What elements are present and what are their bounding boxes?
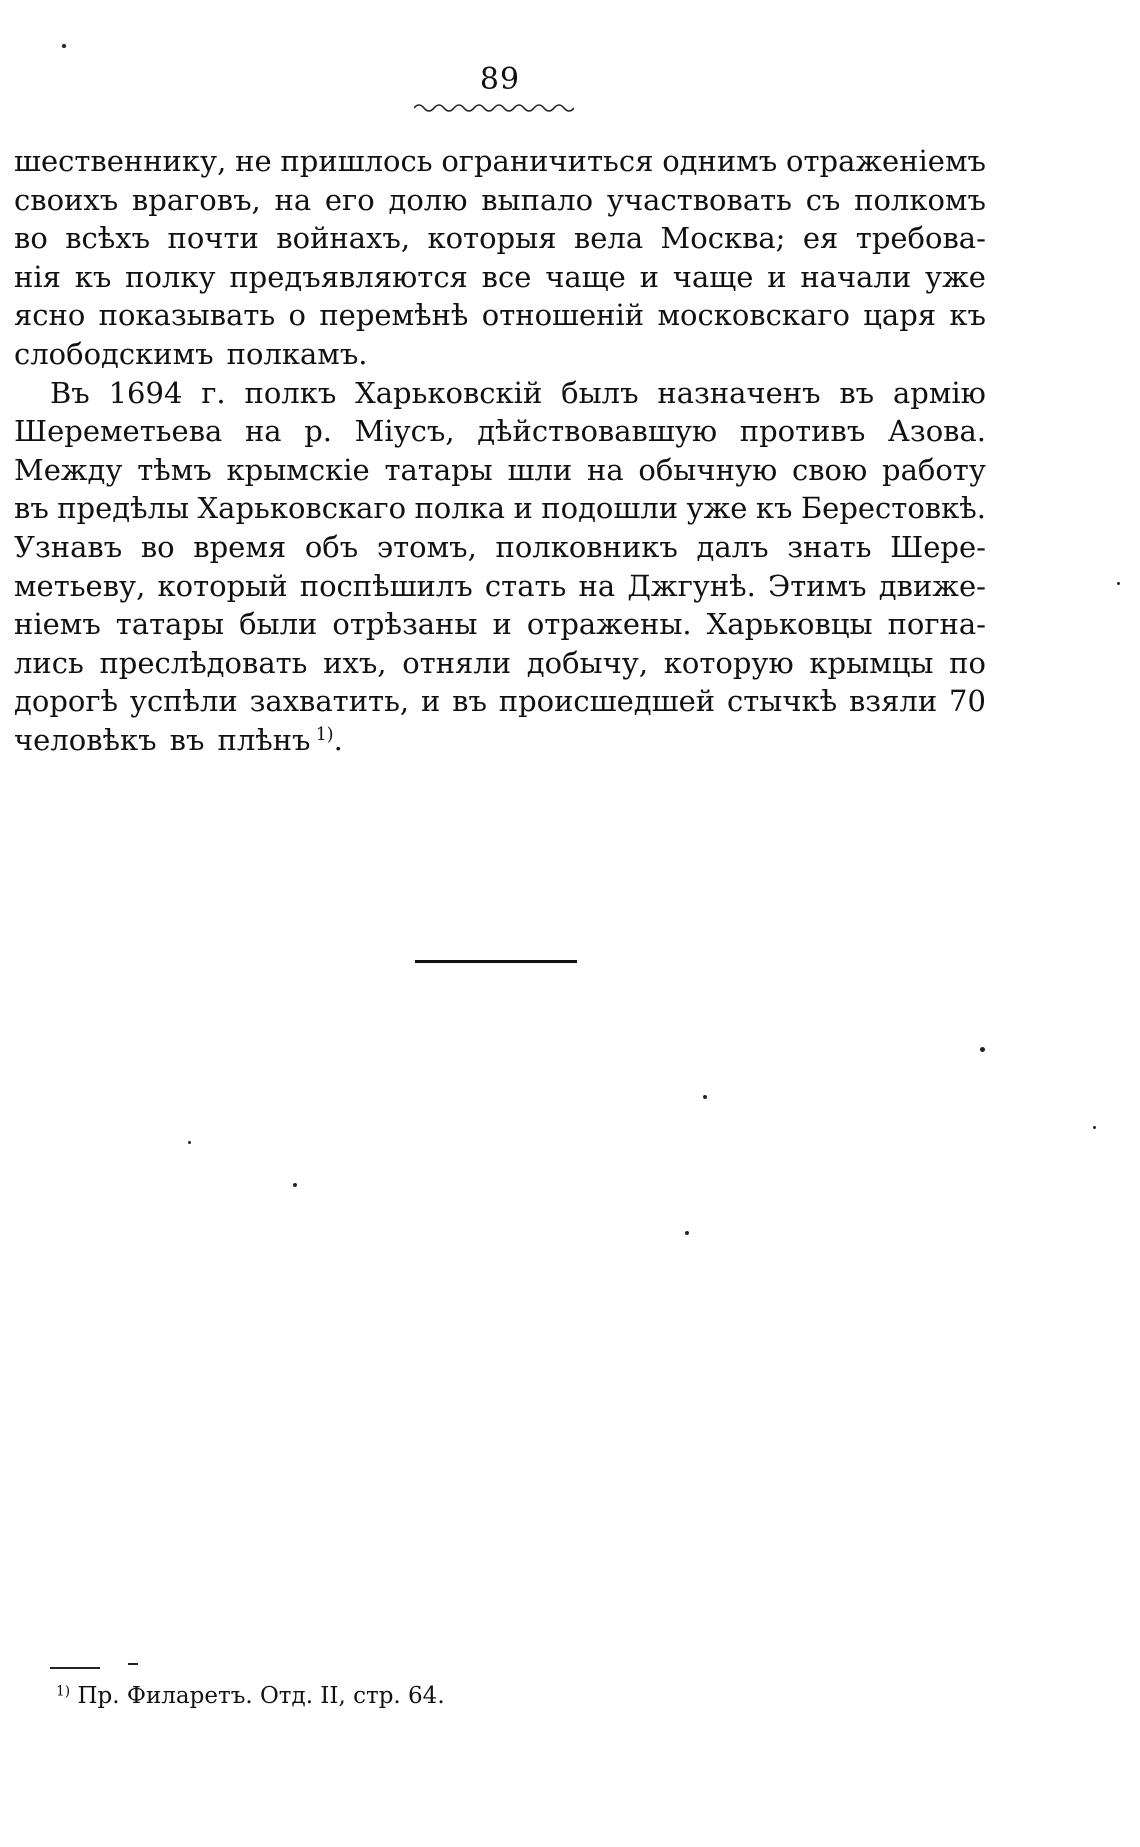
print-speck [188,1141,191,1144]
text-line: метьеву, который поспѣшилъ стать на Джгунѣ. Этимъ движе- [14,568,986,603]
footnote-reference: 1) [315,725,334,746]
print-speck [980,1047,985,1052]
print-speck [1117,582,1120,585]
footnote [56,1678,445,1714]
text-line: во всѣхъ почти войнахъ, которыя вела Москва; ея требова- [14,221,986,256]
print-speck [293,1183,297,1187]
text-line: Узнавъ во время объ этомъ, полковникъ далъ знать Шере- [14,529,986,564]
text-line: человѣкъ въ плѣнъ $^{1)}$. [14,722,343,757]
text-line: ясно показывать о перемѣнѣ отношеній московскаго царя къ [14,298,986,333]
page-number-ornament [414,100,574,112]
text-line: дорогѣ успѣли захватить, и въ происшедшей стычкѣ взяли 70 [14,684,986,719]
text-line: въ предѣлы Харьковскаго полка и подошли уже къ Берестовкѣ. [14,491,986,526]
print-speck [685,1231,689,1235]
text-line: лись преслѣдовать ихъ, отняли добычу, которую крымцы по [14,645,986,680]
text-line: Между тѣмъ крымскіе татары шли на обычную свою работу [14,452,986,487]
footnote-rule [50,1667,100,1669]
text-line: слободскимъ полкамъ. [14,336,368,371]
text-line: Шереметьева на р. Міусъ, дѣйствовавшую противъ Азова. [14,414,986,449]
text-line: Въ 1694 г. полкъ Харьковскій былъ назначенъ въ армію [50,375,986,410]
text-line: ніемъ татары были отрѣзаны и отражены. Харьковцы погна- [14,607,986,642]
footnote-text: Пр. Филаретъ. Отд. II, стр. 64. [77,1683,445,1709]
print-speck [1093,1126,1096,1129]
text-line: нія къ полку предъявляются все чаще и чаще и начали уже [14,259,986,294]
text-line: шественнику, не пришлось ограничиться однимъ отраженіемъ [14,144,986,178]
print-speck [62,44,66,48]
text-line: своихъ враговъ, на его долю выпало участвовать съ полкомъ [14,182,986,217]
footnote-rule-fragment [128,1663,138,1665]
body-text [14,142,986,760]
section-separator [415,960,577,963]
footnote-marker: 1) [56,1683,71,1700]
page-number: 89 [479,62,521,97]
print-speck [703,1095,707,1099]
